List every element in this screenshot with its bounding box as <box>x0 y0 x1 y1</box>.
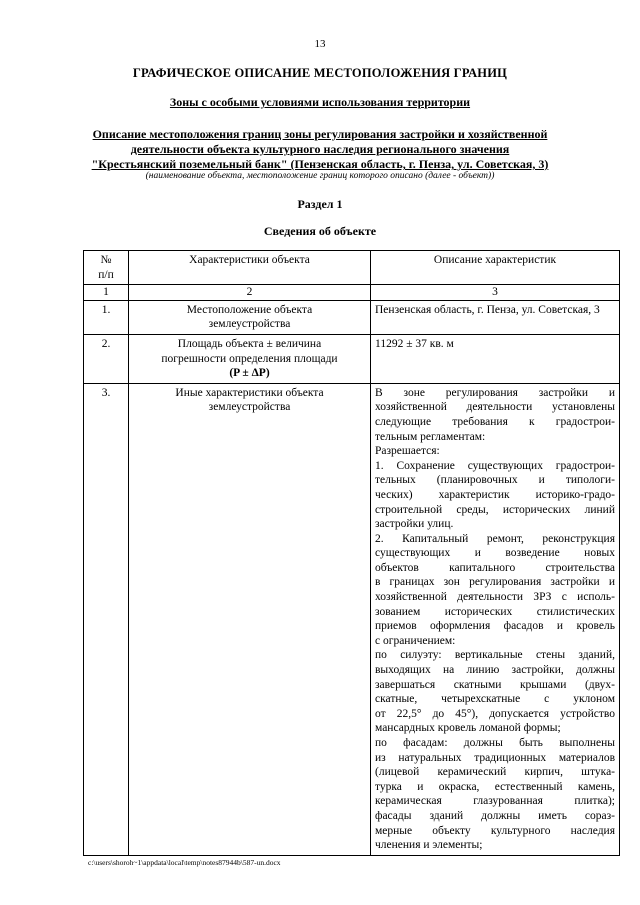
characteristic-line: Площадь объекта ± величина <box>177 337 322 350</box>
text-line: завершаться скатными крышами (двух- <box>375 678 615 691</box>
text-line: хозяйственной деятельности ЗРЗ с исполь- <box>375 591 615 604</box>
description-line-1: Описание местоположения границ зоны регулирования застройки и хозяйственной <box>92 127 548 141</box>
page-title: ГРАФИЧЕСКОЕ ОПИСАНИЕ МЕСТОПОЛОЖЕНИЯ ГРАНИЦ <box>132 66 508 80</box>
text-line: выходящих на линию застройки, должны <box>375 664 615 677</box>
text-line: в границах зон регулирования застройки и <box>375 576 615 589</box>
text-line: тельных (планировочных и типологи- <box>375 474 615 487</box>
header-num-line-2: п/п <box>98 268 114 281</box>
text-line: зованием исторических стилистических <box>375 605 615 618</box>
text-line: мансардных кровель ломаной формы; <box>375 722 561 735</box>
row-value-long-text <box>371 383 620 855</box>
header-num <box>84 251 129 285</box>
text-line: существующих и возведение новых <box>375 547 615 560</box>
section-subtitle: Сведения об объекте <box>263 224 377 238</box>
text-line: членения и элементы; <box>375 839 483 852</box>
characteristic-line: Иные характеристики объекта <box>175 386 324 399</box>
row-number: 3. <box>84 383 129 855</box>
text-line: Разрешается: <box>375 445 440 458</box>
zone-title: Зоны с особыми условиями использования территории <box>169 95 471 109</box>
text-line: мерные объекту культурного наследия <box>375 824 615 837</box>
row-characteristic <box>129 300 371 334</box>
description-note: (наименование объекта, местоположение границ которого описано (далее - объект)) <box>145 171 495 181</box>
row-characteristic <box>129 383 371 855</box>
text-line: скатные, четырехскатные с уклоном <box>375 693 615 706</box>
text-line: тельным регламентам: <box>375 430 486 443</box>
table-row <box>84 334 620 383</box>
row-number: 2. <box>84 334 129 383</box>
index-cell: 3 <box>371 285 620 301</box>
description-line-3: "Крестьянский поземельный банк" (Пензенская область, г. Пенза, ул. Советская, 3) <box>91 157 549 171</box>
description-line-2: деятельности объекта культурного наследия регионального значения <box>130 142 510 156</box>
text-line: по силуэту: вертикальные стены зданий, <box>375 649 615 662</box>
text-line: объектов капитального строительства <box>375 561 615 574</box>
table-row <box>84 300 620 334</box>
characteristic-line: землеустройства <box>208 318 291 331</box>
text-line: строительной среды, исторических линий <box>375 503 615 516</box>
text-line: (лицевой керамический кирпич, штука- <box>375 766 615 779</box>
characteristic-line: погрешности определения площади <box>161 352 338 365</box>
row-characteristic <box>129 334 371 383</box>
index-cell: 2 <box>129 285 371 301</box>
table-index-row <box>84 285 620 301</box>
page-number: 13 <box>314 38 326 50</box>
text-line: из натуральных традиционных материалов <box>375 751 615 764</box>
footer-file-path: c:\users\shoroh~1\appdata\local\temp\notes87944b\587-un.docx <box>88 858 281 867</box>
text-line: ческих) характеристик историко-градо- <box>375 488 615 501</box>
row-value: 11292 ± 37 кв. м <box>371 334 620 383</box>
text-line: приемов оформления фасадов и кровель <box>375 620 615 633</box>
text-line: хозяйственной деятельности установлены <box>375 401 615 414</box>
text-line: от 22,5° до 45°), допускается устройство <box>375 707 615 720</box>
row-value: Пензенская область, г. Пенза, ул. Советская, 3 <box>371 300 620 334</box>
text-line: с ограничением: <box>375 634 456 647</box>
text-line: фасады зданий должны иметь сораз- <box>375 809 615 822</box>
object-info-table <box>83 250 620 856</box>
characteristic-line: Местоположение объекта <box>186 303 313 316</box>
text-line: 1. Сохранение существующих градострои- <box>375 459 615 472</box>
text-line: застройки улиц. <box>375 518 454 531</box>
text-line: по фасадам: должны быть выполнены <box>375 737 615 749</box>
characteristic-formula: (P ± ΔP) <box>229 367 270 380</box>
characteristic-line: землеустройства <box>208 401 291 414</box>
header-description: Описание характеристик <box>371 251 620 285</box>
header-characteristics: Характеристики объекта <box>129 251 371 285</box>
table-header-row <box>84 251 620 285</box>
text-line: турка и окраска, естественный камень, <box>375 780 615 793</box>
text-line: 2. Капитальный ремонт, реконструкция <box>375 532 615 545</box>
table-row <box>84 383 620 855</box>
index-cell: 1 <box>84 285 129 301</box>
row-number: 1. <box>84 300 129 334</box>
text-line: следующие требования к градострои- <box>375 415 615 428</box>
text-line: керамическая глазурованная плитка); <box>375 795 615 808</box>
text-line: В зоне регулирования застройки и <box>375 386 615 399</box>
header-num-line-1: № <box>100 254 112 266</box>
section-title: Раздел 1 <box>297 197 343 211</box>
